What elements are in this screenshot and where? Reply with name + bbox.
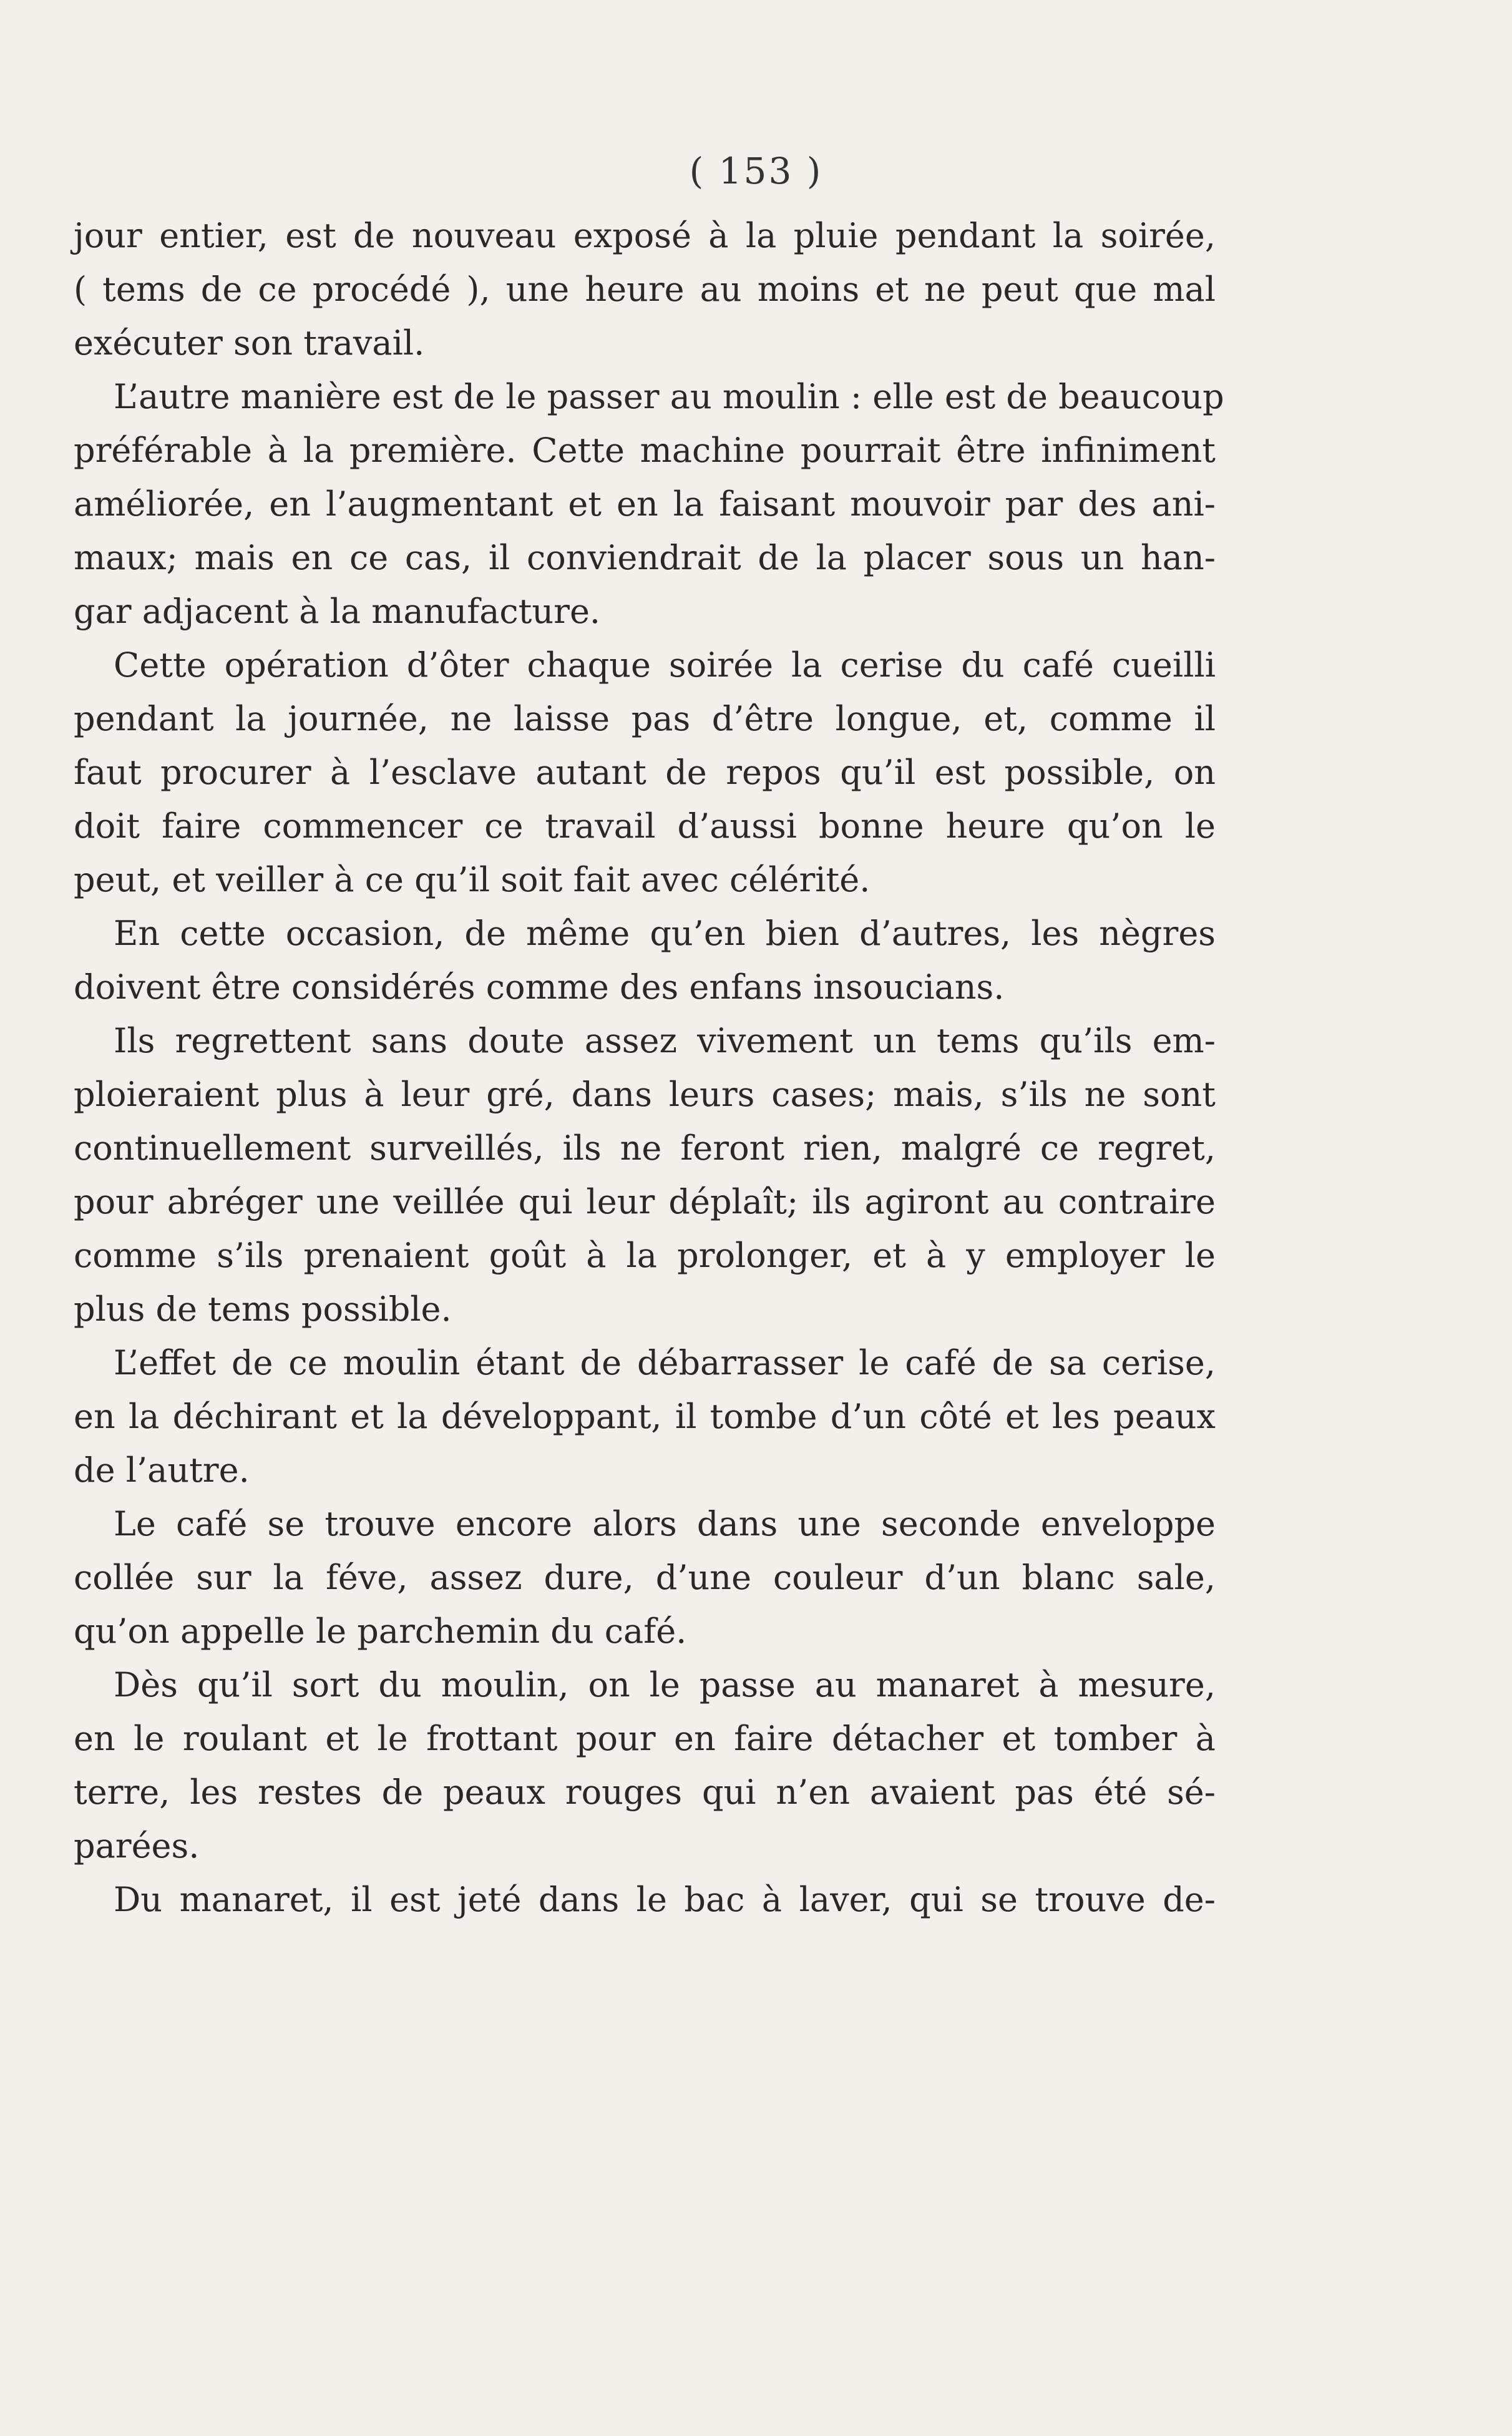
body-text (74, 209, 1224, 1927)
text-line: Cette opération d’ôter chaque soirée la cerise du café cueilli (114, 645, 1216, 685)
text-line: jour entier, est de nouveau exposé à la pluie pendant la soirée, (74, 216, 1216, 255)
text-line: Du manaret, il est jeté dans le bac à laver, qui se trouve de- (114, 1880, 1216, 1919)
page-number: ( 153 ) (689, 150, 823, 192)
text-line: pour abréger une veillée qui leur déplaît; ils agiront au contraire (74, 1182, 1216, 1221)
text-line: maux; mais en ce cas, il conviendrait de la placer sous un han- (74, 538, 1216, 577)
text-line: Ils regrettent sans doute assez vivement un tems qu’ils em- (114, 1021, 1216, 1060)
text-line: L’effet de ce moulin étant de débarrasser le café de sa cerise, (114, 1343, 1216, 1382)
text-line: pendant la journée, ne laisse pas d’être longue, et, comme il (74, 699, 1216, 738)
text-line: exécuter son travail. (74, 323, 425, 363)
text-line: En cette occasion, de même qu’en bien d’autres, les nègres (114, 914, 1216, 953)
text-line: comme s’ils prenaient goût à la prolonger, et à y employer le (74, 1236, 1216, 1275)
text-line: préférable à la première. Cette machine pourrait être infiniment (74, 431, 1216, 470)
text-line: en la déchirant et la développant, il tombe d’un côté et les peaux (74, 1397, 1216, 1436)
text-line: doivent être considérés comme des enfans insoucians. (74, 967, 1005, 1007)
text-line: parées. (74, 1826, 200, 1866)
text-line: terre, les restes de peaux rouges qui n’en avaient pas été sé- (74, 1773, 1216, 1812)
text-line: collée sur la féve, assez dure, d’une couleur d’un blanc sale, (74, 1558, 1216, 1597)
text-line: ploieraient plus à leur gré, dans leurs cases; mais, s’ils ne sont (74, 1075, 1216, 1114)
text-line: qu’on appelle le parchemin du café. (74, 1612, 687, 1651)
text-line: ( tems de ce procédé ), une heure au moins et ne peut que mal (74, 270, 1216, 309)
text-line: L’autre manière est de le passer au moulin : elle est de beaucoup (114, 377, 1224, 416)
text-line: Dès qu’il sort du moulin, on le passe au manaret à mesure, (114, 1665, 1216, 1705)
text-line: améliorée, en l’augmentant et en la faisant mouvoir par des ani- (74, 484, 1216, 524)
text-line: peut, et veiller à ce qu’il soit fait avec célérité. (74, 860, 871, 899)
text-line: Le café se trouve encore alors dans une seconde enveloppe (114, 1504, 1216, 1543)
text-line: plus de tems possible. (74, 1289, 452, 1329)
text-line: en le roulant et le frottant pour en faire détacher et tomber à (74, 1719, 1216, 1758)
text-line: doit faire commencer ce travail d’aussi bonne heure qu’on le (74, 806, 1216, 846)
text-line: gar adjacent à la manufacture. (74, 592, 601, 631)
text-line: faut procurer à l’esclave autant de repos qu’il est possible, on (74, 753, 1216, 792)
text-line: de l’autre. (74, 1450, 250, 1490)
text-line: continuellement surveillés, ils ne feront rien, malgré ce regret, (74, 1128, 1216, 1168)
